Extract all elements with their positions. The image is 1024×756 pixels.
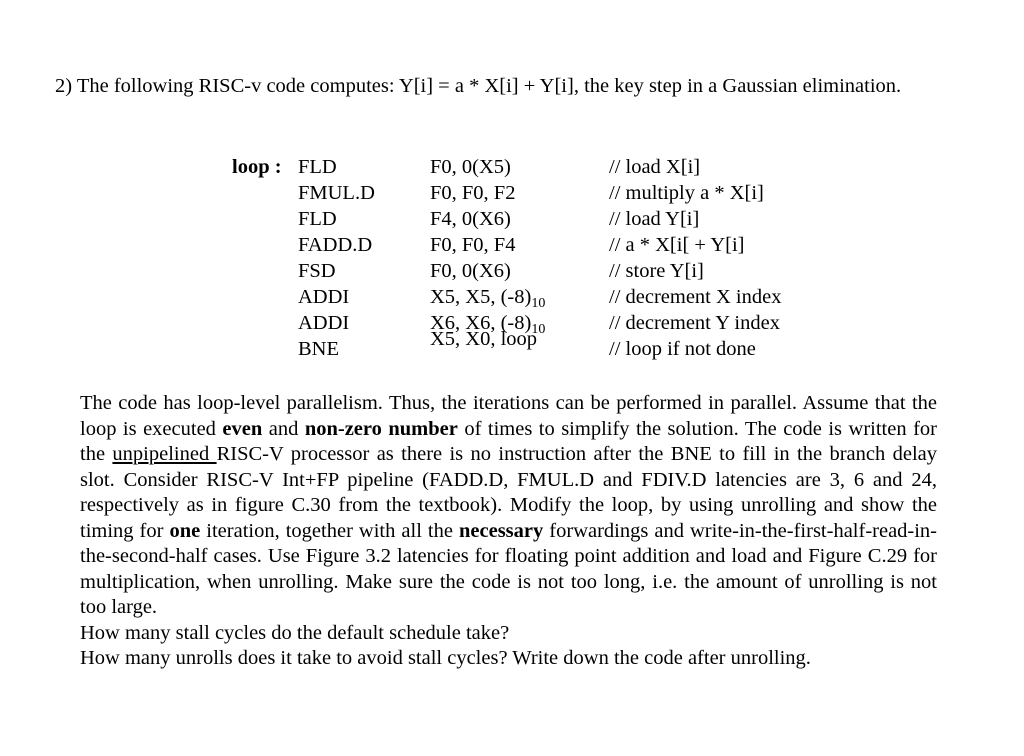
comment: // load X[i] <box>609 156 701 178</box>
opcode-column <box>298 154 375 362</box>
instructions-paragraph <box>80 391 937 672</box>
operands-column <box>430 154 545 356</box>
loop-label-column <box>232 154 282 180</box>
operands-row <box>430 284 545 310</box>
text-run: iteration, together with all the <box>200 519 459 542</box>
opcode: FADD.D <box>298 234 373 256</box>
comment: // load Y[i] <box>609 208 700 230</box>
comment: // decrement Y index <box>609 312 780 334</box>
question-stall-cycles: How many stall cycles do the default schedule take? <box>80 621 510 644</box>
operands: X5, X5, (-8) <box>430 286 532 308</box>
opcode: FSD <box>298 260 336 282</box>
operands: F0, 0(X6) <box>430 260 511 282</box>
emphasis-necessary: necessary <box>459 519 544 542</box>
operands: F0, 0(X5) <box>430 156 511 178</box>
operands: X5, X0, loop <box>430 328 538 350</box>
operands: F4, 0(X6) <box>430 208 511 230</box>
emphasis-non-zero: non-zero number <box>304 417 458 440</box>
emphasis-even: even <box>222 417 263 440</box>
operands: F0, F0, F4 <box>430 234 516 256</box>
question-unrolls: How many unrolls does it take to avoid stall cycles? Write down the code after unrolling. <box>80 647 811 669</box>
text-run: forwardings and write-in-the-first-half-read-in-the-second-half cases. Use Figure 3.2 latencies for floating point addition and load and Figure C.29 for multiplication, when unrolling. Make sure the code is not too long, i.e. the amount of unrolling is not too large. <box>80 519 938 618</box>
comment: // a * X[i[ + Y[i] <box>609 234 745 256</box>
text-run: The code has loop-level parallelism. Thus, the iterations can be performed in parallel. Assume that the loop is executed <box>80 392 937 440</box>
opcode: FLD <box>298 156 337 178</box>
emphasis-one: one <box>169 519 201 542</box>
comment: // store Y[i] <box>609 260 704 282</box>
text-run: of times to simplify the solution. The code is written for the <box>80 417 937 465</box>
opcode: FMUL.D <box>298 182 375 204</box>
underlined-unpipelined: unpipelined <box>112 443 217 465</box>
operands: X6, X6, (-8) <box>430 312 532 334</box>
opcode: ADDI <box>298 312 350 334</box>
text-run: and <box>262 417 305 440</box>
opcode: FLD <box>298 208 337 230</box>
operands-row <box>430 310 546 337</box>
comments-column <box>609 154 781 362</box>
question-title: 2) The following RISC-v code computes: Y[i] = a * X[i] + Y[i], the key step in a Gaussian elimination. <box>55 75 902 97</box>
problem-description <box>80 391 937 621</box>
operands: F0, F0, F2 <box>430 182 516 204</box>
loop-label: loop : <box>232 156 282 178</box>
opcode: ADDI <box>298 286 350 308</box>
text-run: RISC-V processor as there is no instruction after the BNE to fill in the branch delay slot. Consider RISC-V Int+FP pipeline (FADD.D, FMUL.D and FDIV.D latencies are 3, 6 and 24, respectively as in figure C.30 from the textbook). Modify the loop, by using unrolling and show the timing for <box>80 443 937 542</box>
comment: // multiply a * X[i] <box>609 182 764 204</box>
opcode: BNE <box>298 338 339 360</box>
comment: // loop if not done <box>609 338 756 360</box>
comment: // decrement X index <box>609 286 782 308</box>
subscript-base: 10 <box>531 296 546 311</box>
subscript-base: 10 <box>531 322 546 337</box>
